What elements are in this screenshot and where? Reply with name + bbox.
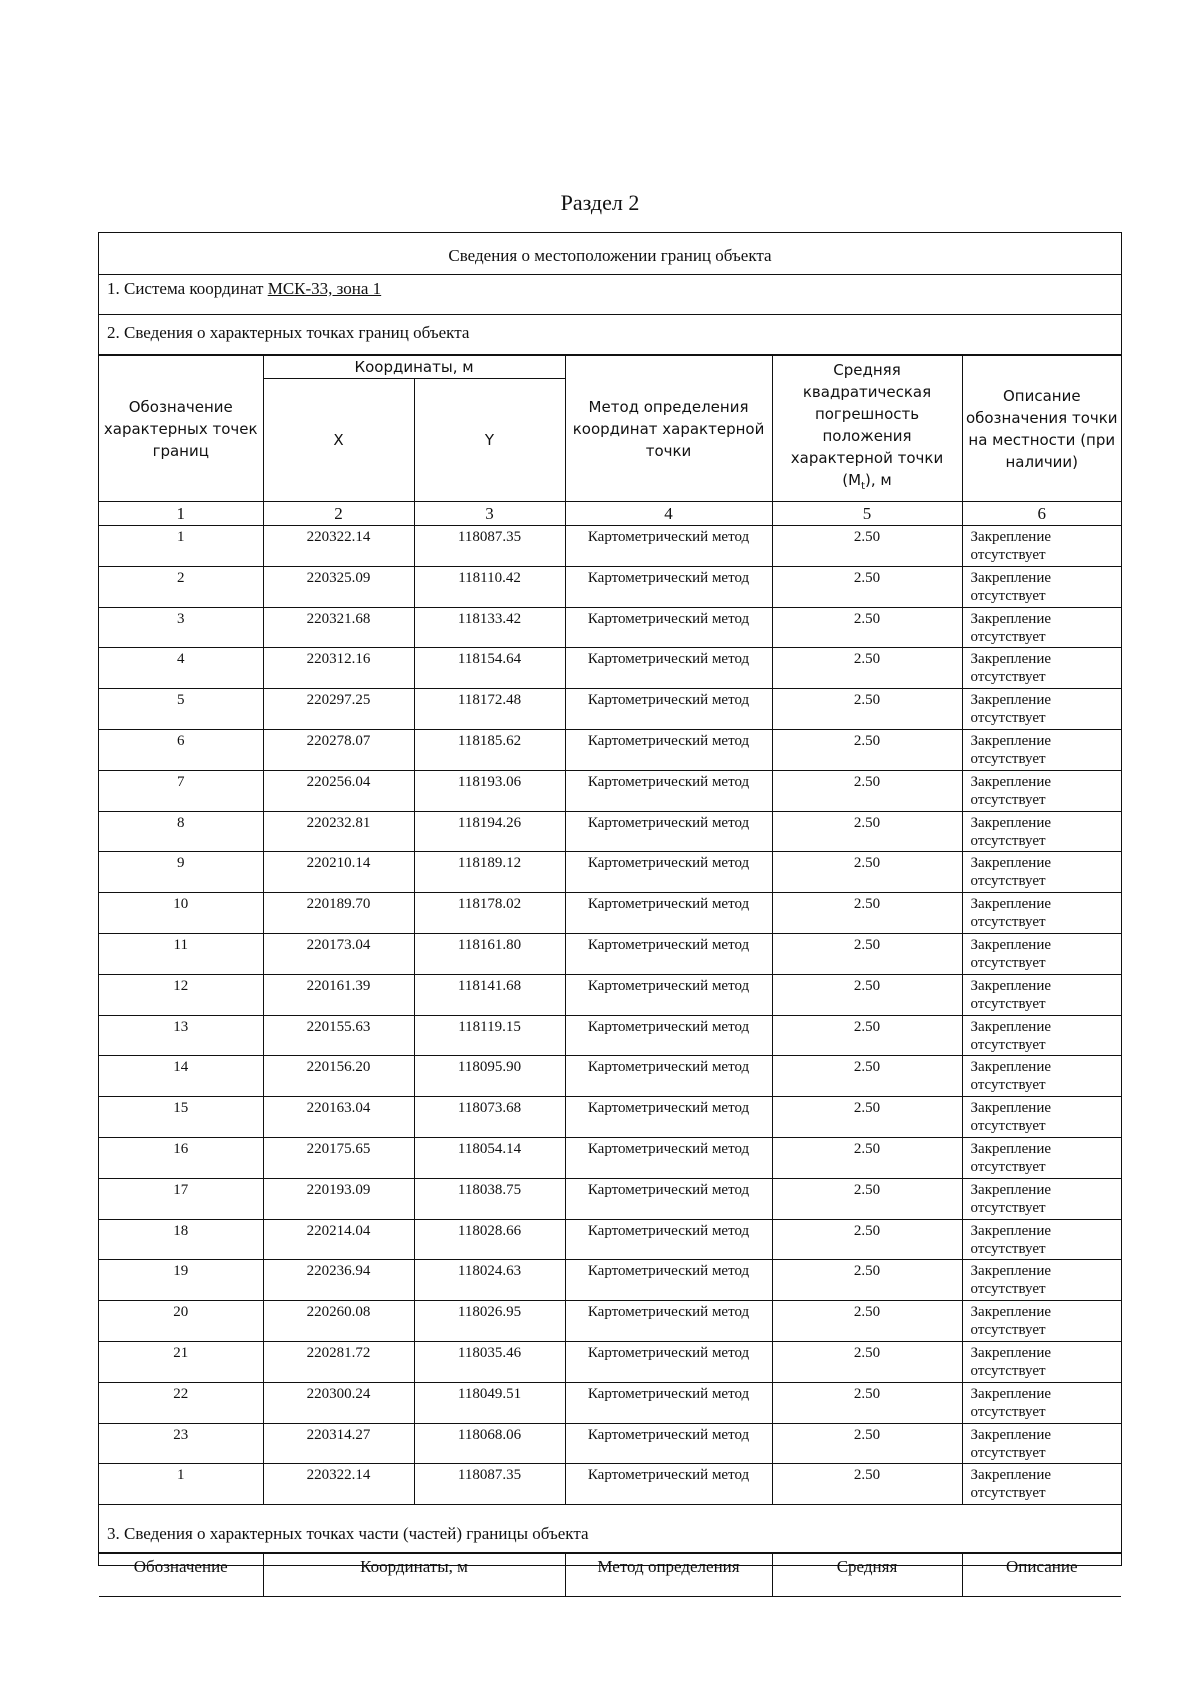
method-cell: Картометрический метод <box>565 1464 772 1505</box>
method-cell: Картометрический метод <box>565 689 772 730</box>
point-cell: 6 <box>99 729 263 770</box>
accuracy-cell: 2.50 <box>772 933 962 974</box>
point-cell: 1 <box>99 526 263 567</box>
description-cell: Закрепление отсутствует <box>962 1423 1121 1464</box>
point-cell: 9 <box>99 852 263 893</box>
column-number: 4 <box>565 502 772 526</box>
method-cell: Картометрический метод <box>565 1260 772 1301</box>
description-cell: Закрепление отсутствует <box>962 811 1121 852</box>
point-cell: 10 <box>99 893 263 934</box>
point-cell: 22 <box>99 1382 263 1423</box>
method-cell: Картометрический метод <box>565 1097 772 1138</box>
point-cell: 1 <box>99 1464 263 1505</box>
table-row <box>99 1056 1121 1097</box>
method-cell: Картометрический метод <box>565 1301 772 1342</box>
method-cell: Картометрический метод <box>565 933 772 974</box>
table-row <box>99 1260 1121 1301</box>
method-cell: Картометрический метод <box>565 1178 772 1219</box>
description-cell: Закрепление отсутствует <box>962 974 1121 1015</box>
point-cell: 11 <box>99 933 263 974</box>
y-cell: 118087.35 <box>414 1464 565 1505</box>
x-cell: 220256.04 <box>263 770 414 811</box>
accuracy-cell: 2.50 <box>772 1382 962 1423</box>
description-cell: Закрепление отсутствует <box>962 1219 1121 1260</box>
accuracy-cell: 2.50 <box>772 1301 962 1342</box>
accuracy-cell: 2.50 <box>772 607 962 648</box>
y-cell: 118110.42 <box>414 566 565 607</box>
point-cell: 19 <box>99 1260 263 1301</box>
method-cell: Картометрический метод <box>565 1056 772 1097</box>
part-header-designation: Обозначение <box>99 1554 263 1597</box>
frame-title: Сведения о местоположении границ объекта <box>99 233 1121 275</box>
point-cell: 2 <box>99 566 263 607</box>
accuracy-cell: 2.50 <box>772 811 962 852</box>
description-cell: Закрепление отсутствует <box>962 893 1121 934</box>
method-cell: Картометрический метод <box>565 1137 772 1178</box>
point-cell: 5 <box>99 689 263 730</box>
accuracy-cell: 2.50 <box>772 1341 962 1382</box>
x-cell: 220297.25 <box>263 689 414 730</box>
header-accuracy: Средняя квадратическая погрешность положения характерной точки $(M_t)$, м <box>772 356 962 502</box>
y-cell: 118133.42 <box>414 607 565 648</box>
description-cell: Закрепление отсутствует <box>962 648 1121 689</box>
method-cell: Картометрический метод <box>565 1423 772 1464</box>
y-cell: 118189.12 <box>414 852 565 893</box>
coord-system-label: 1. Система координат <box>107 279 264 298</box>
header-y: Y <box>414 379 565 502</box>
point-cell: 12 <box>99 974 263 1015</box>
part-header-accuracy: Средняя <box>772 1554 962 1597</box>
method-cell: Картометрический метод <box>565 852 772 893</box>
x-cell: 220210.14 <box>263 852 414 893</box>
part-header-description: Описание <box>962 1554 1121 1597</box>
description-cell: Закрепление отсутствует <box>962 1301 1121 1342</box>
table-row <box>99 607 1121 648</box>
x-cell: 220163.04 <box>263 1097 414 1138</box>
y-cell: 118026.95 <box>414 1301 565 1342</box>
y-cell: 118193.06 <box>414 770 565 811</box>
accuracy-cell: 2.50 <box>772 1260 962 1301</box>
x-cell: 220300.24 <box>263 1382 414 1423</box>
column-number-row <box>99 502 1121 526</box>
y-cell: 118194.26 <box>414 811 565 852</box>
method-cell: Картометрический метод <box>565 1015 772 1056</box>
x-cell: 220236.94 <box>263 1260 414 1301</box>
table-row <box>99 893 1121 934</box>
method-cell: Картометрический метод <box>565 1382 772 1423</box>
point-cell: 16 <box>99 1137 263 1178</box>
accuracy-cell: 2.50 <box>772 1056 962 1097</box>
description-cell: Закрепление отсутствует <box>962 1178 1121 1219</box>
boundary-info-frame <box>98 232 1122 1576</box>
point-cell: 3 <box>99 607 263 648</box>
method-cell: Картометрический метод <box>565 729 772 770</box>
point-cell: 4 <box>99 648 263 689</box>
accuracy-cell: 2.50 <box>772 1097 962 1138</box>
y-cell: 118172.48 <box>414 689 565 730</box>
header-designation: Обозначение характерных точек границ <box>99 356 263 502</box>
table-row <box>99 1178 1121 1219</box>
table-row <box>99 1219 1121 1260</box>
description-cell: Закрепление отсутствует <box>962 689 1121 730</box>
points-section-title: 2. Сведения о характерных точках границ объекта <box>99 315 1121 355</box>
table-row <box>99 689 1121 730</box>
accuracy-cell: 2.50 <box>772 1423 962 1464</box>
method-cell: Картометрический метод <box>565 811 772 852</box>
column-number: 1 <box>99 502 263 526</box>
description-cell: Закрепление отсутствует <box>962 1015 1121 1056</box>
accuracy-cell: 2.50 <box>772 1137 962 1178</box>
method-cell: Картометрический метод <box>565 974 772 1015</box>
method-cell: Картометрический метод <box>565 526 772 567</box>
coord-system-line <box>99 275 1121 315</box>
method-cell: Картометрический метод <box>565 648 772 689</box>
x-cell: 220189.70 <box>263 893 414 934</box>
table-row <box>99 933 1121 974</box>
accuracy-cell: 2.50 <box>772 1015 962 1056</box>
accuracy-cell: 2.50 <box>772 566 962 607</box>
accuracy-cell: 2.50 <box>772 893 962 934</box>
y-cell: 118035.46 <box>414 1341 565 1382</box>
x-cell: 220161.39 <box>263 974 414 1015</box>
table-row <box>99 566 1121 607</box>
y-cell: 118141.68 <box>414 974 565 1015</box>
column-number: 2 <box>263 502 414 526</box>
accuracy-cell: 2.50 <box>772 729 962 770</box>
table-row <box>99 729 1121 770</box>
x-cell: 220173.04 <box>263 933 414 974</box>
description-cell: Закрепление отсутствует <box>962 566 1121 607</box>
method-cell: Картометрический метод <box>565 607 772 648</box>
table-row <box>99 526 1121 567</box>
y-cell: 118068.06 <box>414 1423 565 1464</box>
method-cell: Картометрический метод <box>565 893 772 934</box>
y-cell: 118038.75 <box>414 1178 565 1219</box>
method-cell: Картометрический метод <box>565 1219 772 1260</box>
y-cell: 118154.64 <box>414 648 565 689</box>
point-cell: 14 <box>99 1056 263 1097</box>
x-cell: 220193.09 <box>263 1178 414 1219</box>
method-cell: Картометрический метод <box>565 566 772 607</box>
boundary-points-table <box>99 355 1121 1505</box>
table-row <box>99 648 1121 689</box>
point-cell: 18 <box>99 1219 263 1260</box>
description-cell: Закрепление отсутствует <box>962 1097 1121 1138</box>
point-cell: 8 <box>99 811 263 852</box>
table-row <box>99 811 1121 852</box>
y-cell: 118087.35 <box>414 526 565 567</box>
y-cell: 118161.80 <box>414 933 565 974</box>
x-cell: 220260.08 <box>263 1301 414 1342</box>
description-cell: Закрепление отсутствует <box>962 1464 1121 1505</box>
x-cell: 220325.09 <box>263 566 414 607</box>
y-cell: 118073.68 <box>414 1097 565 1138</box>
part-points-section-title: 3. Сведения о характерных точках части (частей) границы объекта <box>99 1521 1121 1553</box>
point-cell: 21 <box>99 1341 263 1382</box>
x-cell: 220322.14 <box>263 1464 414 1505</box>
part-points-table-header <box>99 1553 1121 1597</box>
accuracy-cell: 2.50 <box>772 1464 962 1505</box>
table-row <box>99 1341 1121 1382</box>
header-x: X <box>263 379 414 502</box>
accuracy-cell: 2.50 <box>772 852 962 893</box>
section-title: Раздел 2 <box>560 190 640 215</box>
y-cell: 118024.63 <box>414 1260 565 1301</box>
x-cell: 220175.65 <box>263 1137 414 1178</box>
column-number: 6 <box>962 502 1121 526</box>
x-cell: 220155.63 <box>263 1015 414 1056</box>
point-cell: 23 <box>99 1423 263 1464</box>
x-cell: 220322.14 <box>263 526 414 567</box>
header-coordinates: Координаты, м <box>263 356 565 379</box>
point-cell: 13 <box>99 1015 263 1056</box>
x-cell: 220312.16 <box>263 648 414 689</box>
point-cell: 15 <box>99 1097 263 1138</box>
y-cell: 118049.51 <box>414 1382 565 1423</box>
description-cell: Закрепление отсутствует <box>962 933 1121 974</box>
x-cell: 220321.68 <box>263 607 414 648</box>
x-cell: 220314.27 <box>263 1423 414 1464</box>
description-cell: Закрепление отсутствует <box>962 1341 1121 1382</box>
x-cell: 220281.72 <box>263 1341 414 1382</box>
accuracy-cell: 2.50 <box>772 1219 962 1260</box>
table-row <box>99 852 1121 893</box>
header-description: Описание обозначения точки на местности (при наличии) <box>962 356 1121 502</box>
description-cell: Закрепление отсутствует <box>962 1137 1121 1178</box>
y-cell: 118028.66 <box>414 1219 565 1260</box>
table-row <box>99 1015 1121 1056</box>
column-number: 3 <box>414 502 565 526</box>
table-row <box>99 1464 1121 1505</box>
table-row <box>99 1382 1121 1423</box>
x-cell: 220278.07 <box>263 729 414 770</box>
point-cell: 17 <box>99 1178 263 1219</box>
accuracy-cell: 2.50 <box>772 770 962 811</box>
description-cell: Закрепление отсутствует <box>962 1056 1121 1097</box>
description-cell: Закрепление отсутствует <box>962 526 1121 567</box>
y-cell: 118095.90 <box>414 1056 565 1097</box>
description-cell: Закрепление отсутствует <box>962 1382 1121 1423</box>
description-cell: Закрепление отсутствует <box>962 852 1121 893</box>
table-row <box>99 1137 1121 1178</box>
table-row <box>99 1097 1121 1138</box>
y-cell: 118185.62 <box>414 729 565 770</box>
description-cell: Закрепление отсутствует <box>962 1260 1121 1301</box>
method-cell: Картометрический метод <box>565 770 772 811</box>
table-row <box>99 1423 1121 1464</box>
x-cell: 220156.20 <box>263 1056 414 1097</box>
point-cell: 20 <box>99 1301 263 1342</box>
part-header-method: Метод определения <box>565 1554 772 1597</box>
part-header-coordinates: Координаты, м <box>263 1554 565 1597</box>
description-cell: Закрепление отсутствует <box>962 729 1121 770</box>
description-cell: Закрепление отсутствует <box>962 770 1121 811</box>
coord-system-value: МСК-33, зона 1 <box>267 279 382 298</box>
table-row <box>99 974 1121 1015</box>
header-method: Метод определения координат характерной точки <box>565 356 772 502</box>
accuracy-cell: 2.50 <box>772 974 962 1015</box>
x-cell: 220232.81 <box>263 811 414 852</box>
x-cell: 220214.04 <box>263 1219 414 1260</box>
y-cell: 118178.02 <box>414 893 565 934</box>
column-number: 5 <box>772 502 962 526</box>
accuracy-cell: 2.50 <box>772 689 962 730</box>
accuracy-cell: 2.50 <box>772 1178 962 1219</box>
y-cell: 118054.14 <box>414 1137 565 1178</box>
description-cell: Закрепление отсутствует <box>962 607 1121 648</box>
table-row <box>99 1301 1121 1342</box>
point-cell: 7 <box>99 770 263 811</box>
accuracy-cell: 2.50 <box>772 526 962 567</box>
table-row <box>99 770 1121 811</box>
method-cell: Картометрический метод <box>565 1341 772 1382</box>
y-cell: 118119.15 <box>414 1015 565 1056</box>
accuracy-cell: 2.50 <box>772 648 962 689</box>
